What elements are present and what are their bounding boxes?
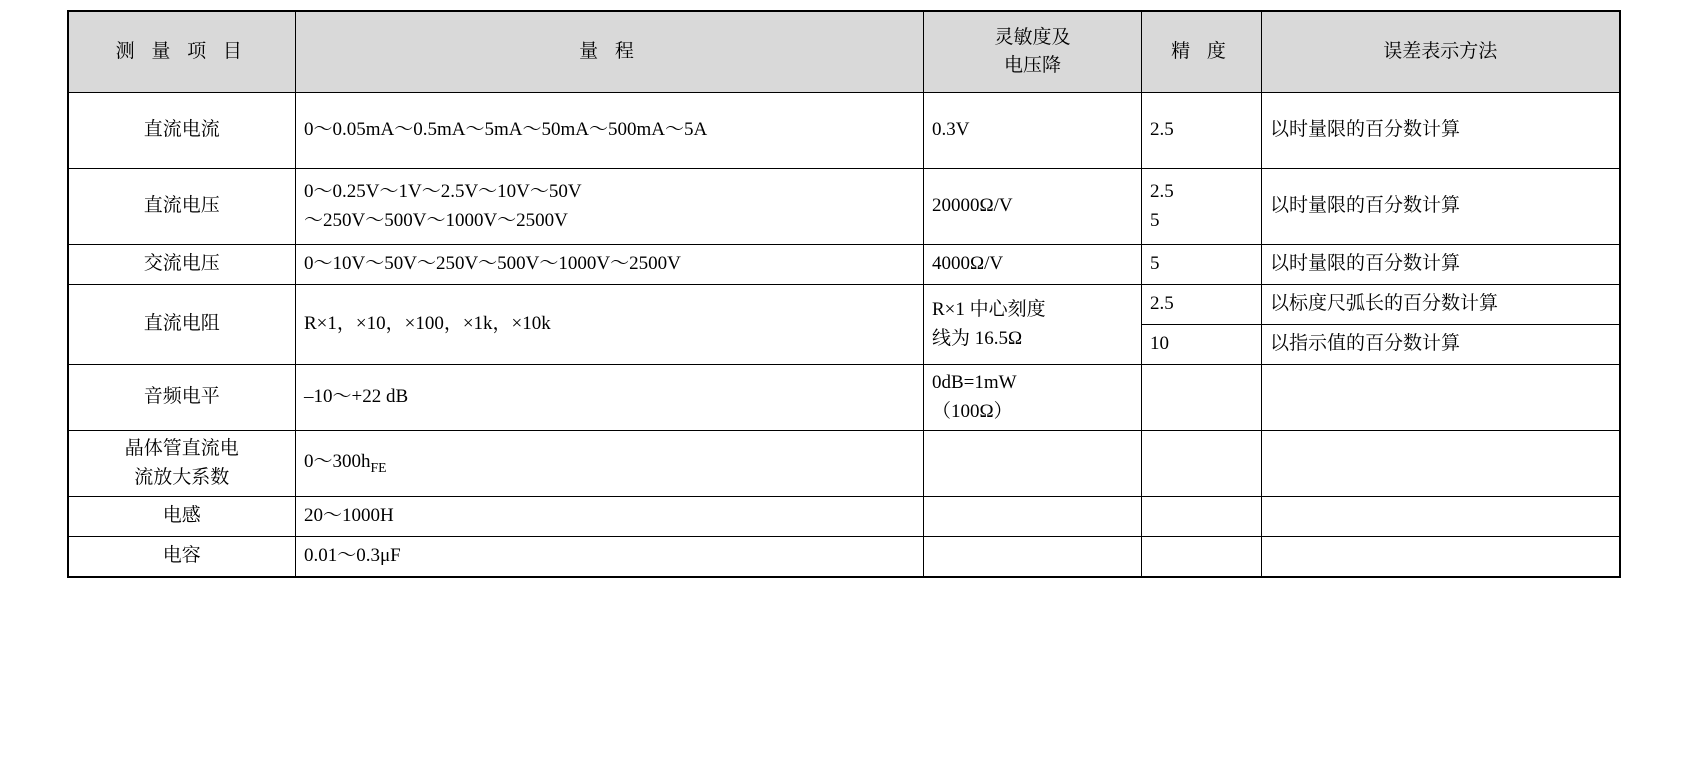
row-error [1262, 497, 1620, 537]
row-error [1262, 365, 1620, 431]
row-range: 0～10V～50V～250V～500V～1000V～2500V [296, 245, 924, 285]
row-range-subscript: FE [370, 460, 387, 476]
row-range: 0～0.05mA～0.5mA～5mA～50mA～500mA～5A [296, 93, 924, 169]
table-row [68, 497, 1620, 537]
table-row [68, 537, 1620, 577]
row-sensitivity [924, 365, 1142, 431]
row-accuracy [1142, 497, 1262, 537]
row-item: 电感 [68, 497, 296, 537]
row-accuracy: 10 [1142, 325, 1262, 365]
row-range [296, 169, 924, 245]
row-range [296, 431, 924, 497]
row-error: 以标度尺弧长的百分数计算 [1262, 285, 1620, 325]
row-sensitivity [924, 285, 1142, 365]
row-error: 以指示值的百分数计算 [1262, 325, 1620, 365]
table-header [68, 11, 1620, 93]
row-sensitivity-line1: R×1 中心刻度 [932, 299, 1046, 320]
row-item-line2: 流放大系数 [134, 466, 230, 488]
row-sensitivity: 20000Ω/V [924, 169, 1142, 245]
row-accuracy [1142, 431, 1262, 497]
row-sensitivity-line2: （100Ω） [932, 400, 1013, 422]
header-sensitivity [924, 11, 1142, 93]
table-row [68, 93, 1620, 169]
row-item [68, 431, 296, 497]
header-sensitivity-line1: 灵敏度及 [994, 26, 1071, 48]
row-error: 以时量限的百分数计算 [1262, 245, 1620, 285]
row-item: 直流电流 [68, 93, 296, 169]
header-measurement-item: 测 量 项 目 [68, 11, 296, 93]
row-error [1262, 431, 1620, 497]
header-error-method: 误差表示方法 [1262, 11, 1620, 93]
header-sensitivity-line2: 电压降 [1003, 55, 1061, 76]
row-accuracy-line2: 5 [1150, 209, 1160, 231]
row-item: 音频电平 [68, 365, 296, 431]
row-error: 以时量限的百分数计算 [1262, 169, 1620, 245]
table-header-row [68, 11, 1620, 93]
row-item-line1: 晶体管直流电 [124, 438, 239, 459]
row-item: 直流电压 [68, 169, 296, 245]
row-item: 交流电压 [68, 245, 296, 285]
row-accuracy [1142, 169, 1262, 245]
row-accuracy [1142, 537, 1262, 577]
row-range-line2: ～250V～500V～1000V～2500V [304, 209, 568, 231]
table-row [68, 431, 1620, 497]
table-row [68, 245, 1620, 285]
header-range: 量 程 [296, 11, 924, 93]
row-error: 以时量限的百分数计算 [1262, 93, 1620, 169]
row-range: 20～1000H [296, 497, 924, 537]
row-item: 直流电阻 [68, 285, 296, 365]
row-range: –10～+22 dB [296, 365, 924, 431]
row-sensitivity-line2: 线为 16.5Ω [932, 327, 1023, 349]
row-sensitivity: 4000Ω/V [924, 245, 1142, 285]
row-sensitivity-line1: 0dB=1mW [932, 372, 1017, 393]
row-sensitivity: 0.3V [924, 93, 1142, 169]
table-body [68, 93, 1620, 577]
row-error [1262, 537, 1620, 577]
table-row [68, 365, 1620, 431]
row-accuracy: 5 [1142, 245, 1262, 285]
row-sensitivity [924, 537, 1142, 577]
row-sensitivity [924, 431, 1142, 497]
row-range: R×1，×10，×100，×1k，×10k [296, 285, 924, 365]
row-range: 0.01～0.3μF [296, 537, 924, 577]
header-accuracy: 精 度 [1142, 11, 1262, 93]
row-accuracy-line1: 2.5 [1150, 181, 1174, 202]
row-accuracy [1142, 365, 1262, 431]
row-range-prefix: 0～300h [304, 451, 371, 473]
specification-table [67, 10, 1621, 578]
row-accuracy: 2.5 [1142, 93, 1262, 169]
row-range-line1: 0～0.25V～1V～2.5V～10V～50V [304, 181, 582, 202]
table-row [68, 169, 1620, 245]
row-sensitivity [924, 497, 1142, 537]
table-row [68, 285, 1620, 325]
row-accuracy: 2.5 [1142, 285, 1262, 325]
row-item: 电容 [68, 537, 296, 577]
